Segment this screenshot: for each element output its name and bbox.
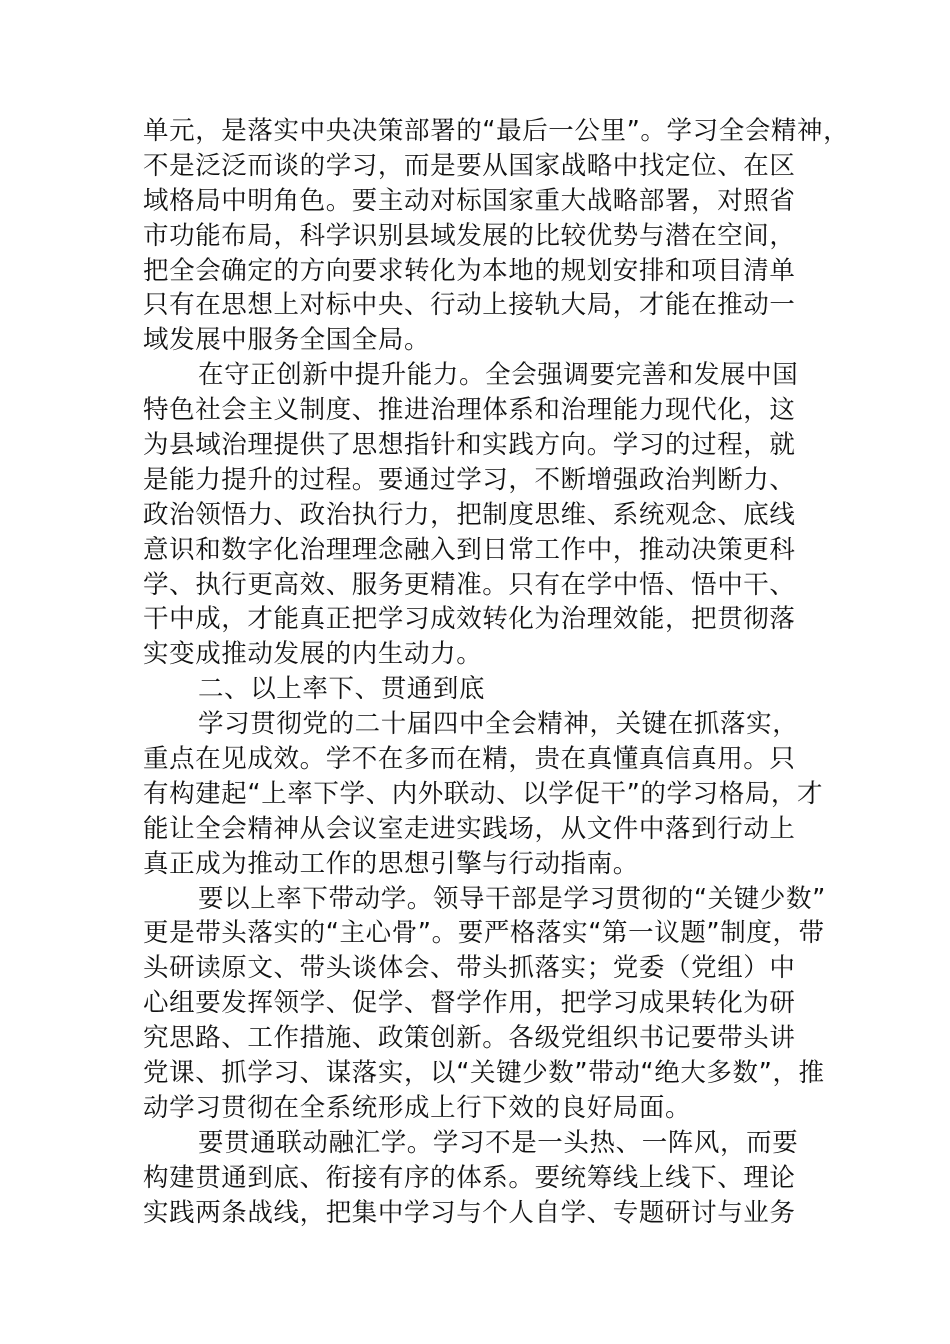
text-line: 只有在思想上对标中央、行动上接轨大局，才能在推动一 xyxy=(143,290,796,321)
text-line: 实践两条战线，把集中学习与个人自学、专题研讨与业务 xyxy=(143,1197,796,1228)
document-page xyxy=(143,114,850,1231)
text-line: 更是带头落实的“主心骨”。要严格落实“第一议题”制度，带 xyxy=(143,918,825,949)
text-line: 实变成推动发展的内生动力。 xyxy=(143,639,483,670)
text-line: 市功能布局，科学识别县域发展的比较优势与潜在空间， xyxy=(143,220,796,251)
text-line: 动学习贯彻在全系统形成上行下效的良好局面。 xyxy=(143,1092,692,1123)
text-line: 单元，是落实中央决策部署的“最后一公里”。学习全会精神， xyxy=(143,116,850,146)
text-line: 意识和数字化治理理念融入到日常工作中，推动决策更科 xyxy=(143,534,796,565)
paragraph-first-line: 要以上率下带动学。领导干部是学习贯彻的“关键少数” xyxy=(198,883,826,914)
text-line: 不是泛泛而谈的学习，而是要从国家战略中找定位、在区 xyxy=(143,150,796,181)
text-line: 重点在见成效。学不在多而在精，贵在真懂真信真用。只 xyxy=(143,744,796,775)
text-line: 为县域治理提供了思想指针和实践方向。学习的过程，就 xyxy=(143,430,796,461)
text-line: 干中成，才能真正把学习成效转化为治理效能，把贯彻落 xyxy=(143,604,796,635)
text-line: 真正成为推动工作的思想引擎与行动指南。 xyxy=(143,848,639,879)
section-heading: 二、以上率下、贯通到底 xyxy=(198,674,486,705)
text-line: 政治领悟力、政治执行力，把制度思维、系统观念、底线 xyxy=(143,499,796,530)
paragraph-first-line: 在守正创新中提升能力。全会强调要完善和发展中国 xyxy=(198,360,799,391)
text-line: 党课、抓学习、谋落实，以“关键少数”带动“绝大多数”，推 xyxy=(143,1058,825,1089)
text-line: 头研读原文、带头谈体会、带头抓落实；党委（党组）中 xyxy=(143,953,796,984)
text-line: 特色社会主义制度、推进治理体系和治理能力现代化，这 xyxy=(143,395,796,426)
paragraph-first-line: 要贯通联动融汇学。学习不是一头热、一阵风，而要 xyxy=(198,1127,799,1158)
text-line: 构建贯通到底、衔接有序的体系。要统筹线上线下、理论 xyxy=(143,1162,796,1193)
text-line: 域发展中服务全国全局。 xyxy=(143,325,431,356)
text-line: 是能力提升的过程。要通过学习，不断增强政治判断力、 xyxy=(143,464,796,495)
text-line: 心组要发挥领学、促学、督学作用，把学习成果转化为研 xyxy=(143,988,796,1019)
text-line: 域格局中明角色。要主动对标国家重大战略部署，对照省 xyxy=(143,185,796,216)
text-line: 有构建起“上率下学、内外联动、以学促干”的学习格局，才 xyxy=(143,778,824,809)
text-line: 能让全会精神从会议室走进实践场，从文件中落到行动上 xyxy=(143,813,796,844)
text-line: 把全会确定的方向要求转化为本地的规划安排和项目清单 xyxy=(143,255,796,286)
text-line: 究思路、工作措施、政策创新。各级党组织书记要带头讲 xyxy=(143,1023,796,1054)
paragraph-first-line: 学习贯彻党的二十届四中全会精神，关键在抓落实， xyxy=(198,709,799,740)
text-line: 学、执行更高效、服务更精准。只有在学中悟、悟中干、 xyxy=(143,569,796,600)
